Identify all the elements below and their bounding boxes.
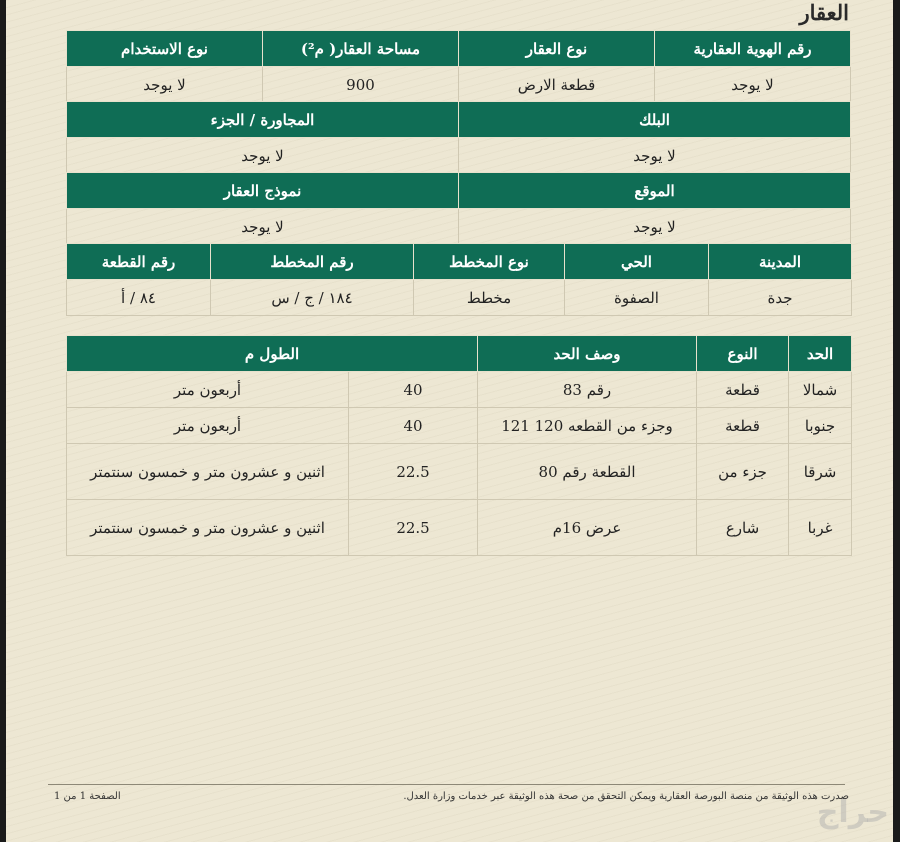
header-district: الحي <box>565 244 709 280</box>
header-type: النوع <box>697 336 789 372</box>
header-property-type: نوع العقار <box>459 31 655 67</box>
table-row <box>67 372 852 408</box>
bound-type: جزء من <box>697 444 789 500</box>
bound-side: جنوبا <box>789 408 852 444</box>
bound-length: 22.5 <box>349 500 478 556</box>
header-neighborhood-part: المجاورة / الجزء <box>67 102 459 138</box>
header-length: الطول م <box>67 336 478 372</box>
bound-description: عرض 16م <box>478 500 697 556</box>
header-location: الموقع <box>459 173 851 209</box>
property-id-table <box>66 30 851 103</box>
watermark-logo: حراج <box>816 795 889 830</box>
bound-length: 40 <box>349 408 478 444</box>
footer-note: صدرت هذه الوثيقة من منصة البورصة العقارية ويمكن التحقق من صحة هذه الوثيقة عبر خدمات وزارة العدل. <box>403 791 849 802</box>
header-side: الحد <box>789 336 852 372</box>
bound-length: 22.5 <box>349 444 478 500</box>
header-plan-type: نوع المخطط <box>414 244 565 280</box>
header-property-area: مساحة العقار( م²) <box>263 31 459 67</box>
value-block: لا يوجد <box>459 138 851 174</box>
table-row <box>67 500 852 556</box>
value-district: الصفوة <box>565 280 709 316</box>
value-plan-type: مخطط <box>414 280 565 316</box>
value-plot-number: ٨٤ / أ <box>67 280 211 316</box>
page-number: الصفحة 1 من 1 <box>54 791 121 802</box>
table-row <box>67 444 852 500</box>
header-property-id: رقم الهوية العقارية <box>655 31 851 67</box>
header-description: وصف الحد <box>478 336 697 372</box>
header-plan-number: رقم المخطط <box>211 244 414 280</box>
table-row <box>67 408 852 444</box>
value-property-model: لا يوجد <box>67 209 459 245</box>
value-usage-type: لا يوجد <box>67 67 263 103</box>
city-table <box>66 243 852 316</box>
bounds-table <box>66 335 852 556</box>
header-property-model: نموذج العقار <box>67 173 459 209</box>
value-property-type: قطعة الارض <box>459 67 655 103</box>
bound-description: وجزء من القطعه 120 121 <box>478 408 697 444</box>
bound-length-text: أربعون متر <box>67 372 349 408</box>
header-usage-type: نوع الاستخدام <box>67 31 263 67</box>
bound-length-text: اثنين و عشرون متر و خمسون سنتمتر <box>67 444 349 500</box>
bound-side: غربا <box>789 500 852 556</box>
header-plot-number: رقم القطعة <box>67 244 211 280</box>
value-location: لا يوجد <box>459 209 851 245</box>
bound-side: شرقا <box>789 444 852 500</box>
bound-description: القطعة رقم 80 <box>478 444 697 500</box>
value-neighborhood-part: لا يوجد <box>67 138 459 174</box>
bound-type: قطعة <box>697 408 789 444</box>
document-page <box>6 0 893 842</box>
value-property-id: لا يوجد <box>655 67 851 103</box>
header-city: المدينة <box>709 244 852 280</box>
location-table <box>66 172 851 245</box>
header-block: البلك <box>459 102 851 138</box>
bound-length-text: أربعون متر <box>67 408 349 444</box>
bound-description: رقم 83 <box>478 372 697 408</box>
footer-divider <box>48 784 845 785</box>
block-table <box>66 101 851 174</box>
value-city: جدة <box>709 280 852 316</box>
bound-length: 40 <box>349 372 478 408</box>
bound-type: قطعة <box>697 372 789 408</box>
value-plan-number: ١٨٤ / ج / س <box>211 280 414 316</box>
bound-side: شمالا <box>789 372 852 408</box>
value-property-area: 900 <box>263 67 459 103</box>
bound-length-text: اثنين و عشرون متر و خمسون سنتمتر <box>67 500 349 556</box>
bound-type: شارع <box>697 500 789 556</box>
section-title: العقار <box>799 0 849 25</box>
